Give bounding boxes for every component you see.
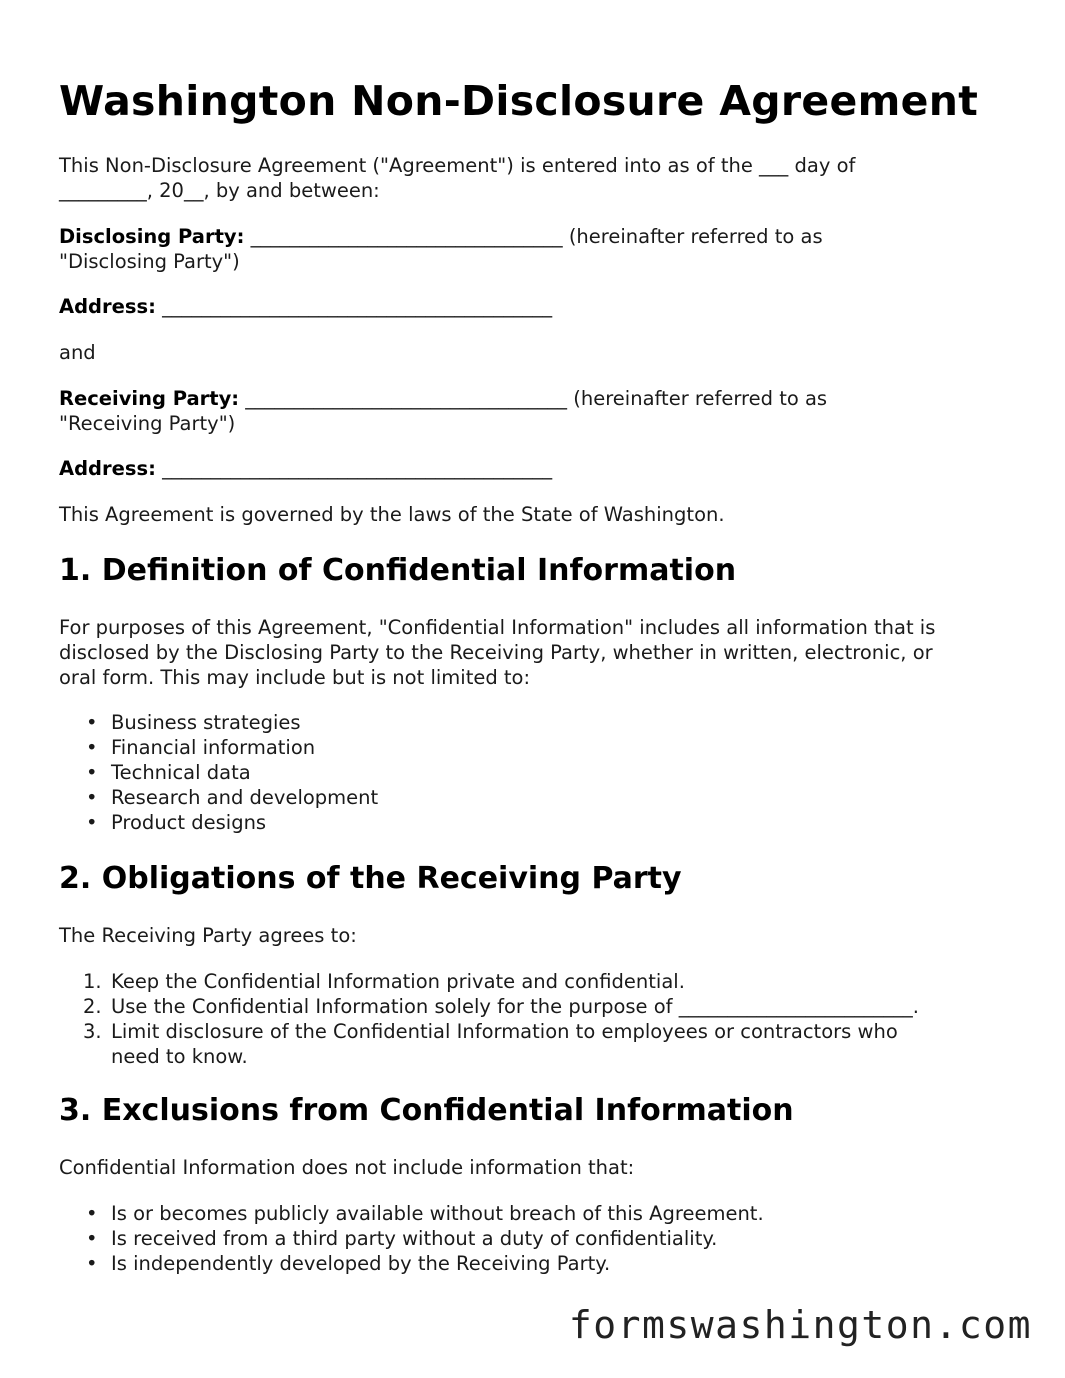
numbered-item-text: Keep the Confidential Information private and confidential. [111, 970, 685, 993]
receiving-address-line [59, 456, 552, 481]
section-2-heading: 2. Obligations of the Receiving Party [59, 861, 682, 896]
section-3-intro: Confidential Information does not include information that: [59, 1156, 635, 1179]
disclosing-address-blank: ________________________________________ [155, 295, 553, 318]
numbered-item [59, 969, 1011, 994]
section-3-list [59, 1201, 764, 1276]
item-number: 2. [83, 995, 102, 1018]
receiving-party-line-1 [59, 386, 827, 411]
disclosing-address-line [59, 294, 552, 319]
receiving-party-block [59, 386, 827, 436]
watermark: formswashington.com [568, 1303, 1032, 1347]
bullet-icon: • [86, 711, 98, 734]
list-item-text: Technical data [111, 761, 251, 784]
section-1-heading: 1. Definition of Confidential Information [59, 553, 737, 588]
intro-line-2: _________, 20__, by and between: [59, 179, 380, 202]
disclosing-party-blank: ________________________________ (hereinafter referred to as [244, 225, 823, 248]
list-item [59, 1201, 764, 1226]
disclosing-party-block [59, 224, 823, 274]
list-item-text: Business strategies [111, 711, 301, 734]
intro-paragraph [59, 153, 855, 203]
list-item [59, 735, 378, 760]
list-item [59, 760, 378, 785]
disclosing-party-line-1 [59, 224, 823, 249]
numbered-item-text-continued: need to know. [111, 1045, 248, 1068]
bullet-icon: • [86, 1252, 98, 1275]
section-1-body-line: For purposes of this Agreement, "Confidential Information" includes all information that is [59, 616, 936, 639]
section-1-body [59, 615, 935, 690]
section-2-list [59, 969, 1011, 1069]
bullet-icon: • [86, 736, 98, 759]
list-item [59, 1226, 764, 1251]
disclosing-address-label: Address: [59, 295, 156, 318]
and-text: and [59, 341, 96, 364]
list-item-text: Research and development [111, 786, 379, 809]
item-number: 3. [83, 1020, 102, 1043]
numbered-item-text: Use the Confidential Information solely for the purpose of ________________________. [111, 995, 919, 1018]
bullet-icon: • [86, 1202, 98, 1225]
section-2-intro: The Receiving Party agrees to: [59, 924, 357, 947]
list-item-text: Is received from a third party without a duty of confidentiality. [111, 1227, 718, 1250]
list-item [59, 785, 378, 810]
numbered-item [59, 1019, 1011, 1069]
disclosing-party-label: Disclosing Party: [59, 225, 245, 248]
intro-line-1: This Non-Disclosure Agreement ("Agreement") is entered into as of the ___ day of [59, 154, 856, 177]
bullet-icon: • [86, 811, 98, 834]
section-1-body-line: disclosed by the Disclosing Party to the Receiving Party, whether in written, electronic, or [59, 641, 933, 664]
bullet-icon: • [86, 786, 98, 809]
receiving-party-label: Receiving Party: [59, 387, 240, 410]
disclosing-party-line-2: "Disclosing Party") [59, 250, 240, 273]
numbered-item [59, 994, 1011, 1019]
list-item-text: Product designs [111, 811, 267, 834]
receiving-address-blank: ________________________________________ [155, 457, 553, 480]
list-item [59, 1251, 764, 1276]
document-title: Washington Non-Disclosure Agreement [59, 77, 979, 125]
item-number: 1. [83, 970, 102, 993]
section-3-heading: 3. Exclusions from Confidential Information [59, 1093, 794, 1128]
list-item [59, 710, 378, 735]
list-item-text: Is or becomes publicly available without breach of this Agreement. [111, 1202, 764, 1225]
section-1-list [59, 710, 378, 835]
governing-law-text: This Agreement is governed by the laws of the State of Washington. [59, 503, 725, 526]
list-item [59, 810, 378, 835]
bullet-icon: • [86, 1227, 98, 1250]
list-item-text: Is independently developed by the Receiving Party. [111, 1252, 611, 1275]
receiving-party-blank: _________________________________ (hereinafter referred to as [239, 387, 828, 410]
bullet-icon: • [86, 761, 98, 784]
numbered-item-text: Limit disclosure of the Confidential Information to employees or contractors who [111, 1020, 898, 1043]
receiving-address-label: Address: [59, 457, 156, 480]
section-1-body-line: oral form. This may include but is not limited to: [59, 666, 531, 689]
receiving-party-line-2: "Receiving Party") [59, 412, 236, 435]
list-item-text: Financial information [111, 736, 316, 759]
